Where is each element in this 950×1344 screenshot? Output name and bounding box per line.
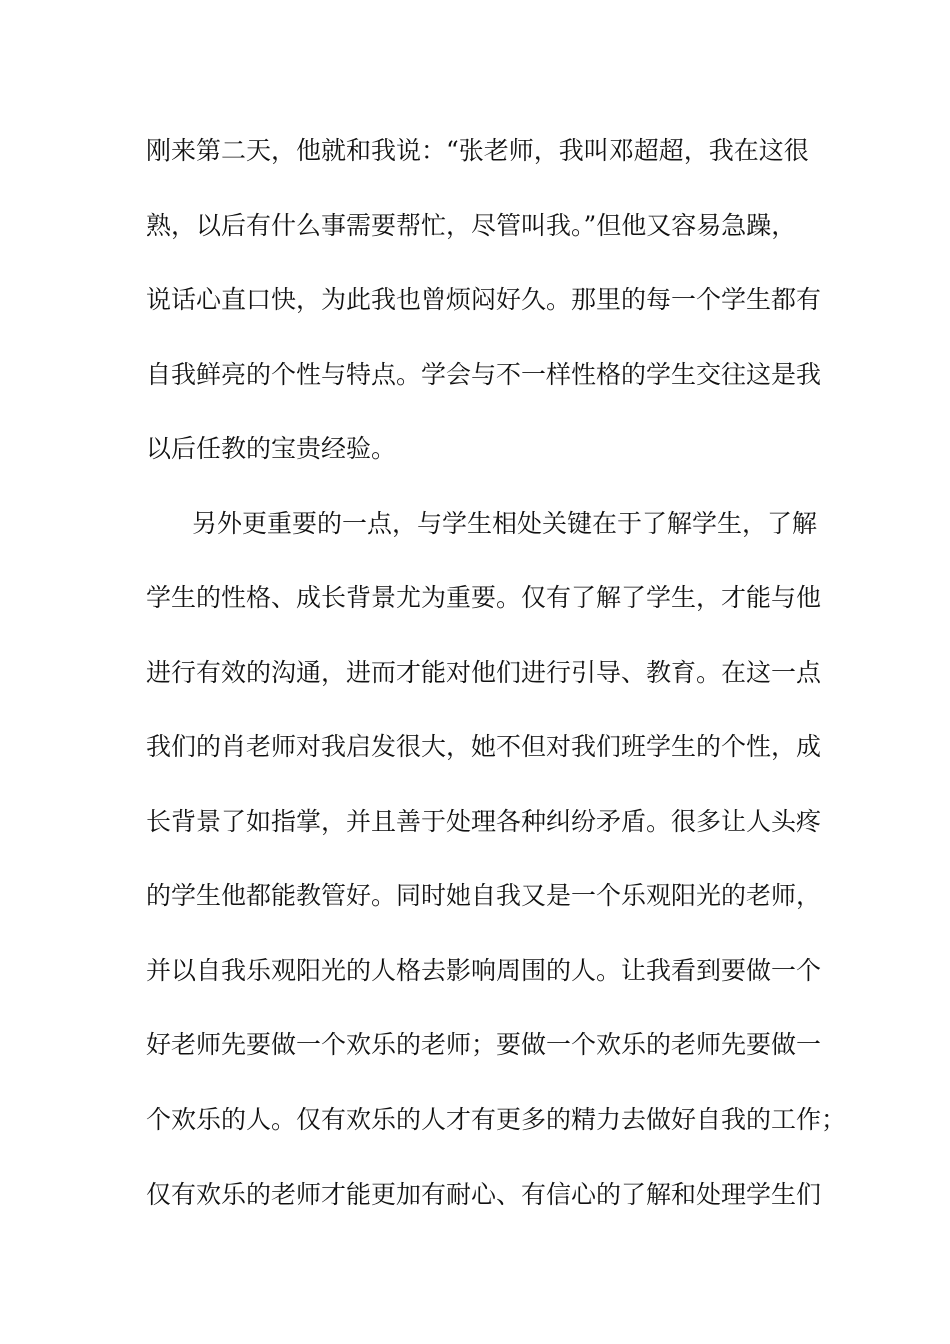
text-line: 并以自我乐观阳光的人格去影响周围的人。让我看到要做一个 [146, 956, 822, 985]
text-line: 以后任教的宝贵经验。 [146, 434, 397, 463]
text-line: 仅有欢乐的老师才能更加有耐心、有信心的了解和处理学生们 [146, 1180, 822, 1209]
text-line: 熟，以后有什么事需要帮忙，尽管叫我。”但他又容易急躁， [146, 211, 797, 240]
text-line: 好老师先要做一个欢乐的老师；要做一个欢乐的老师先要做一 [146, 1030, 822, 1059]
text-line: 个欢乐的人。仅有欢乐的人才有更多的精力去做好自我的工作； [146, 1105, 847, 1134]
text-line: 我们的肖老师对我启发很大，她不但对我们班学生的个性，成 [146, 732, 822, 761]
text-line: 说话心直口快，为此我也曾烦闷好久。那里的每一个学生都有 [146, 285, 822, 314]
text-line: 的学生他都能教管好。同时她自我又是一个乐观阳光的老师， [146, 881, 822, 910]
text-line: 进行有效的沟通，进而才能对他们进行引导、教育。在这一点 [146, 658, 822, 687]
text-line: 学生的性格、成长背景尤为重要。仅有了解了学生，才能与他 [146, 583, 822, 612]
text-line: 自我鲜亮的个性与特点。学会与不一样性格的学生交往这是我 [146, 360, 822, 389]
paragraph-first-line: 另外更重要的一点，与学生相处关键在于了解学生，了解 [192, 509, 818, 538]
text-line: 刚来第二天，他就和我说：“张老师，我叫邓超超，我在这很 [146, 136, 809, 165]
text-line: 长背景了如指掌，并且善于处理各种纠纷矛盾。很多让人头疼 [146, 807, 822, 836]
